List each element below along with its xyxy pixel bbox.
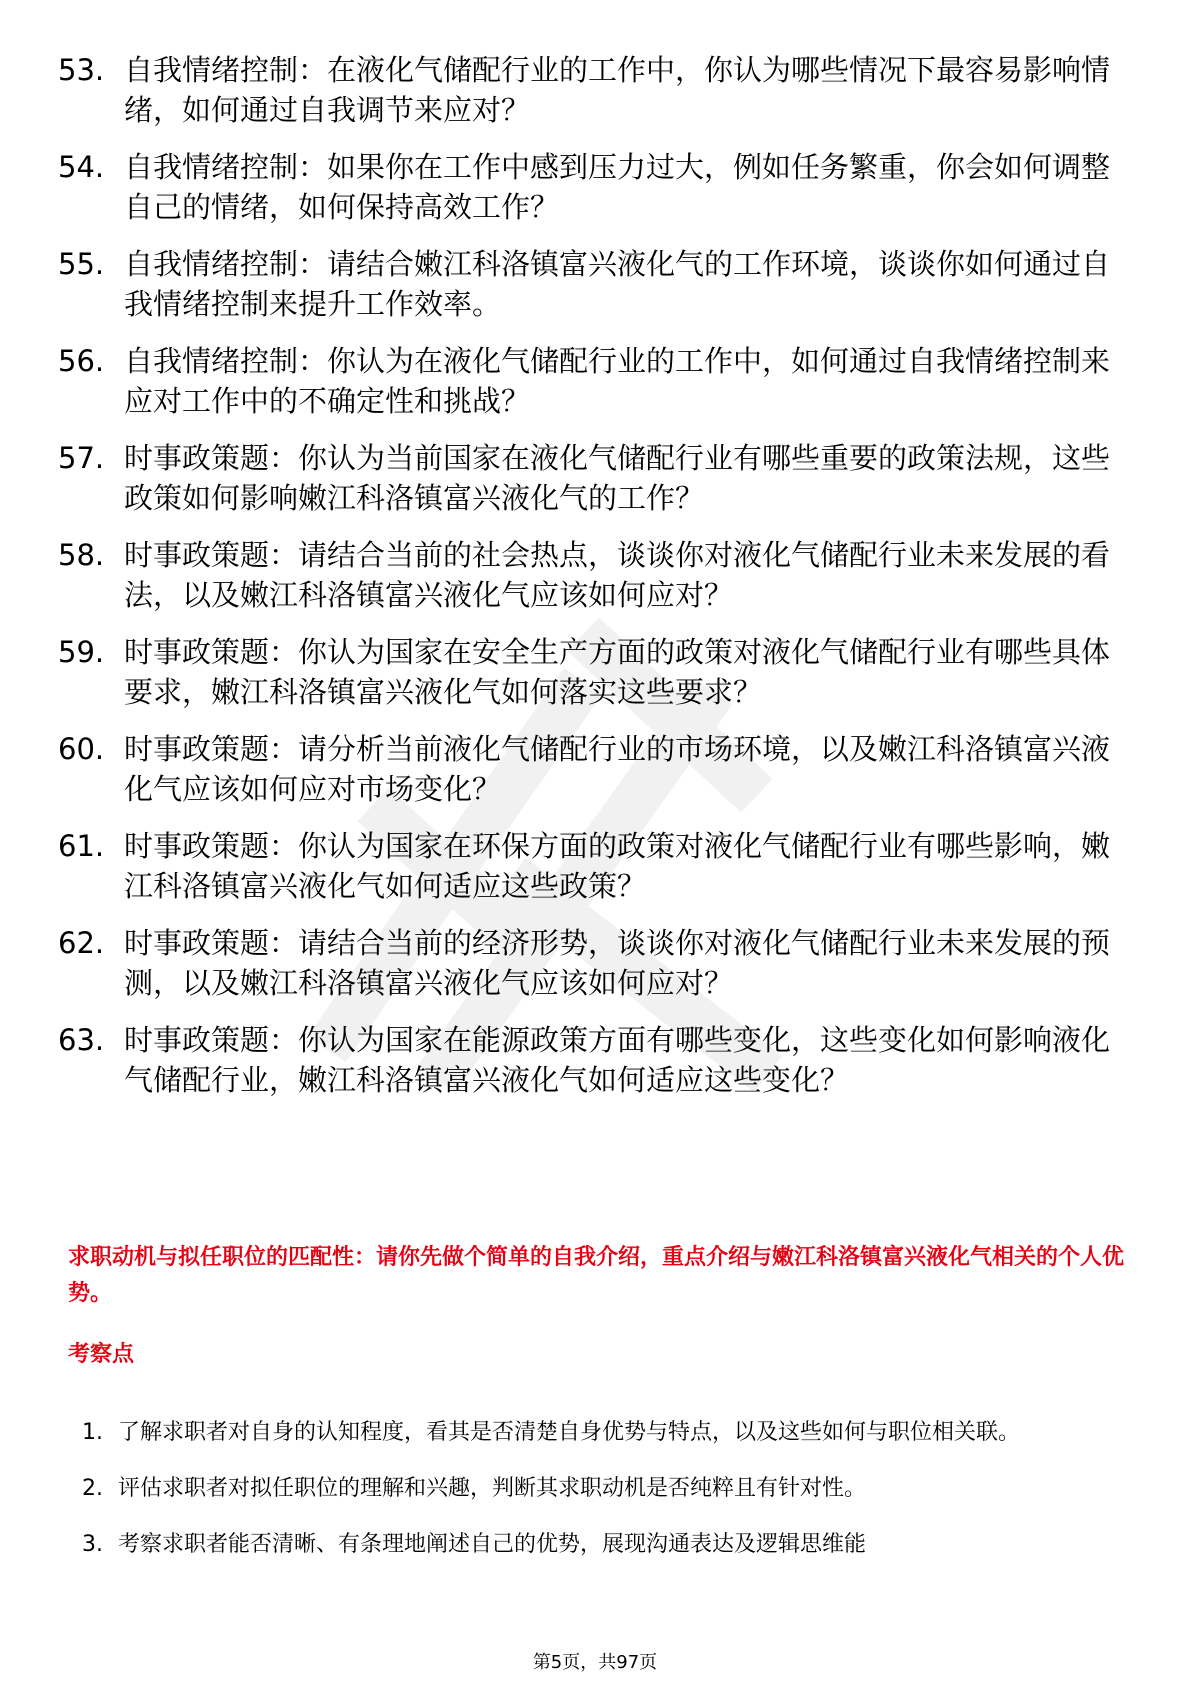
question-item: [58, 535, 1118, 615]
question-item: [58, 341, 1118, 421]
question-item: [58, 729, 1118, 809]
question-item: [58, 923, 1118, 1003]
question-number: 61.: [58, 829, 105, 863]
question-text: 时事政策题：你认为国家在安全生产方面的政策对液化气储配行业有哪些具体要求，嫩江科洛镇富兴液化气如何落实这些要求？: [124, 635, 1111, 709]
point-text: 评估求职者对拟任职位的理解和兴趣，判断其求职动机是否纯粹且有针对性。: [118, 1476, 867, 1501]
question-number: 53.: [58, 53, 105, 87]
point-number: 3.: [82, 1532, 103, 1557]
question-number: 54.: [58, 150, 105, 184]
question-text: 自我情绪控制：请结合嫩江科洛镇富兴液化气的工作环境，谈谈你如何通过自我情绪控制来提升工作效率。: [124, 247, 1111, 321]
question-text: 时事政策题：请结合当前的社会热点，谈谈你对液化气储配行业未来发展的看法，以及嫩江科洛镇富兴液化气应该如何应对？: [124, 538, 1111, 612]
point-number: 1.: [82, 1420, 103, 1445]
assessment-points-heading: 考察点: [68, 1342, 135, 1367]
question-item: [58, 632, 1118, 712]
assessment-points-list: [82, 1405, 1132, 1573]
question-item: [58, 438, 1118, 518]
list-item: [82, 1461, 1132, 1517]
question-item: [58, 244, 1118, 324]
question-item: [58, 1020, 1118, 1100]
list-item: [82, 1517, 1132, 1573]
question-number: 55.: [58, 247, 105, 281]
question-text: 自我情绪控制：你认为在液化气储配行业的工作中，如何通过自我情绪控制来应对工作中的不确定性和挑战？: [124, 344, 1111, 418]
question-text: 自我情绪控制：在液化气储配行业的工作中，你认为哪些情况下最容易影响情绪，如何通过自我调节来应对？: [124, 53, 1111, 127]
point-number: 2.: [82, 1476, 103, 1501]
question-number: 57.: [58, 441, 105, 475]
question-text: 时事政策题：请结合当前的经济形势，谈谈你对液化气储配行业未来发展的预测，以及嫩江科洛镇富兴液化气应该如何应对？: [124, 926, 1111, 1000]
question-number: 63.: [58, 1023, 105, 1057]
question-text: 自我情绪控制：如果你在工作中感到压力过大，例如任务繁重，你会如何调整自己的情绪，如何保持高效工作？: [124, 150, 1111, 224]
page-footer: 第5页，共97页: [532, 1652, 658, 1673]
question-text: 时事政策题：你认为国家在环保方面的政策对液化气储配行业有哪些影响，嫩江科洛镇富兴液化气如何适应这些政策？: [124, 829, 1111, 903]
question-number: 62.: [58, 926, 105, 960]
section-title: 求职动机与拟任职位的匹配性：请你先做个简单的自我介绍，重点介绍与嫩江科洛镇富兴液化气相关的个人优势。: [68, 1245, 1125, 1306]
list-item: [82, 1405, 1132, 1461]
question-text: 时事政策题：请分析当前液化气储配行业的市场环境，以及嫩江科洛镇富兴液化气应该如何应对市场变化？: [124, 732, 1111, 806]
question-item: [58, 826, 1118, 906]
question-list: [58, 50, 1118, 1117]
question-text: 时事政策题：你认为当前国家在液化气储配行业有哪些重要的政策法规，这些政策如何影响嫩江科洛镇富兴液化气的工作？: [124, 441, 1111, 515]
question-number: 59.: [58, 635, 105, 669]
question-item: [58, 50, 1118, 130]
question-number: 56.: [58, 344, 105, 378]
question-number: 60.: [58, 732, 105, 766]
point-text: 了解求职者对自身的认知程度，看其是否清楚自身优势与特点，以及这些如何与职位相关联。: [118, 1420, 1021, 1445]
question-text: 时事政策题：你认为国家在能源政策方面有哪些变化，这些变化如何影响液化气储配行业，嫩江科洛镇富兴液化气如何适应这些变化？: [124, 1023, 1111, 1097]
question-number: 58.: [58, 538, 105, 572]
question-item: [58, 147, 1118, 227]
point-text: 考察求职者能否清晰、有条理地阐述自己的优势，展现沟通表达及逻辑思维能: [118, 1532, 867, 1557]
